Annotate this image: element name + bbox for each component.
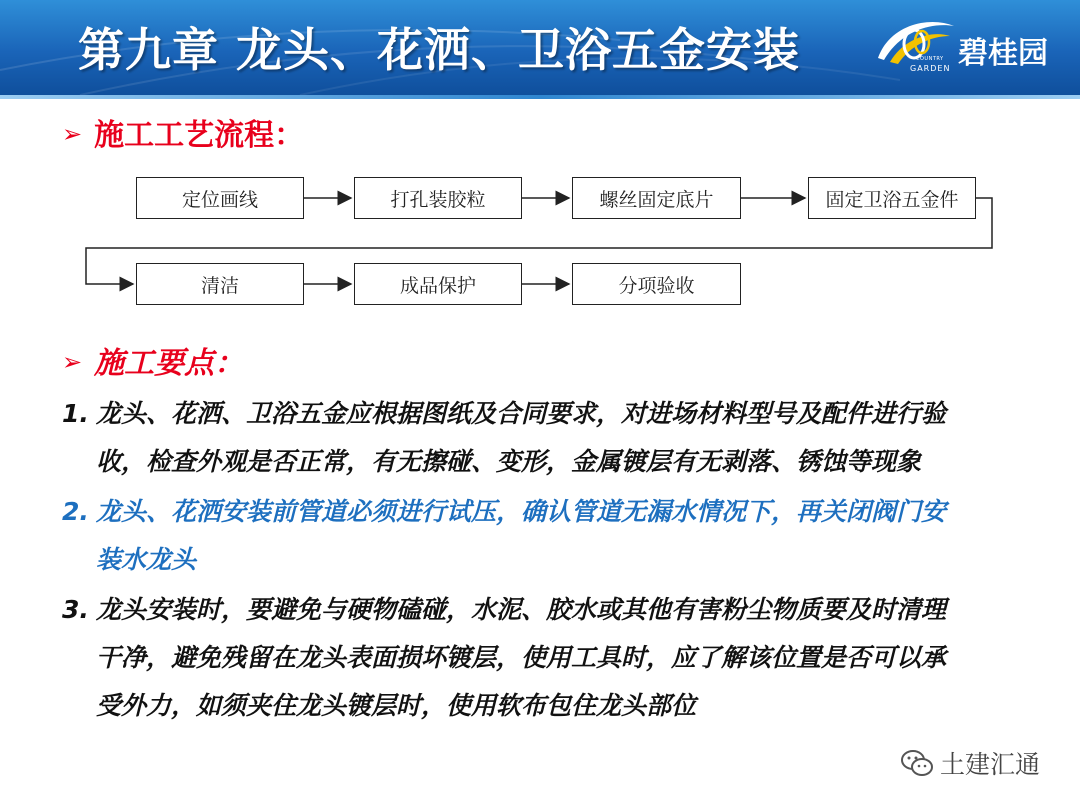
key-point-line: 装水龙头 [96,545,197,574]
key-point-line: 龙头、花洒、卫浴五金应根据图纸及合同要求，对进场材料型号及配件进行验 [96,399,947,428]
flow-step-screw-base: 螺丝固定底片 [572,177,741,219]
arrow-bullet-icon: ➢ [62,120,83,148]
flow-step-drill-anchor: 打孔装胶粒 [354,177,522,219]
flow-step-clean: 清洁 [136,263,304,305]
logo-en-line2: GARDEN [910,64,951,73]
wechat-icon [900,748,934,778]
key-point-number: 3. [62,595,89,624]
key-point-number: 1. [62,399,89,428]
process-heading-text: 施工工艺流程： [94,118,305,153]
key-point-line: 收，检查外观是否正常，有无擦碰、变形，金属镀层有无剥落、锈蚀等现象 [96,447,922,476]
key-point-line: 干净，避免残留在龙头表面损坏镀层，使用工具时，应了解该位置是否可以承 [96,643,947,672]
logo-text: 碧桂园 [958,36,1048,71]
key-points-heading [62,338,244,382]
arrow-bullet-icon: ➢ [62,348,83,376]
key-point-line: 受外力，如须夹住龙头镀层时，使用软布包住龙头部位 [96,691,697,720]
key-points-heading-text: 施工要点： [94,346,245,381]
key-point-line: 龙头安装时，要避免与硬物磕碰，水泥、胶水或其他有害粉尘物质要及时清理 [96,595,947,624]
flow-step-mark-line: 定位画线 [136,177,304,219]
logo-en-line1: COUNTRY [916,56,944,62]
watermark [900,745,1040,781]
key-point-line: 龙头、花洒安装前管道必须进行试压，确认管道无漏水情况下，再关闭阀门安 [96,497,947,526]
key-point-2 [62,488,1062,584]
flow-step-acceptance: 分项验收 [572,263,741,305]
flow-step-fix-hardware: 固定卫浴五金件 [808,177,976,219]
key-point-3 [62,586,1062,730]
flow-step-protection: 成品保护 [354,263,522,305]
key-point-1 [62,390,1062,486]
key-point-number: 2. [62,497,89,526]
key-points-list [62,390,1062,732]
watermark-text: 土建汇通 [940,750,1041,779]
page-title: 第九章 龙头、花洒、卫浴五金安装 [78,23,801,77]
